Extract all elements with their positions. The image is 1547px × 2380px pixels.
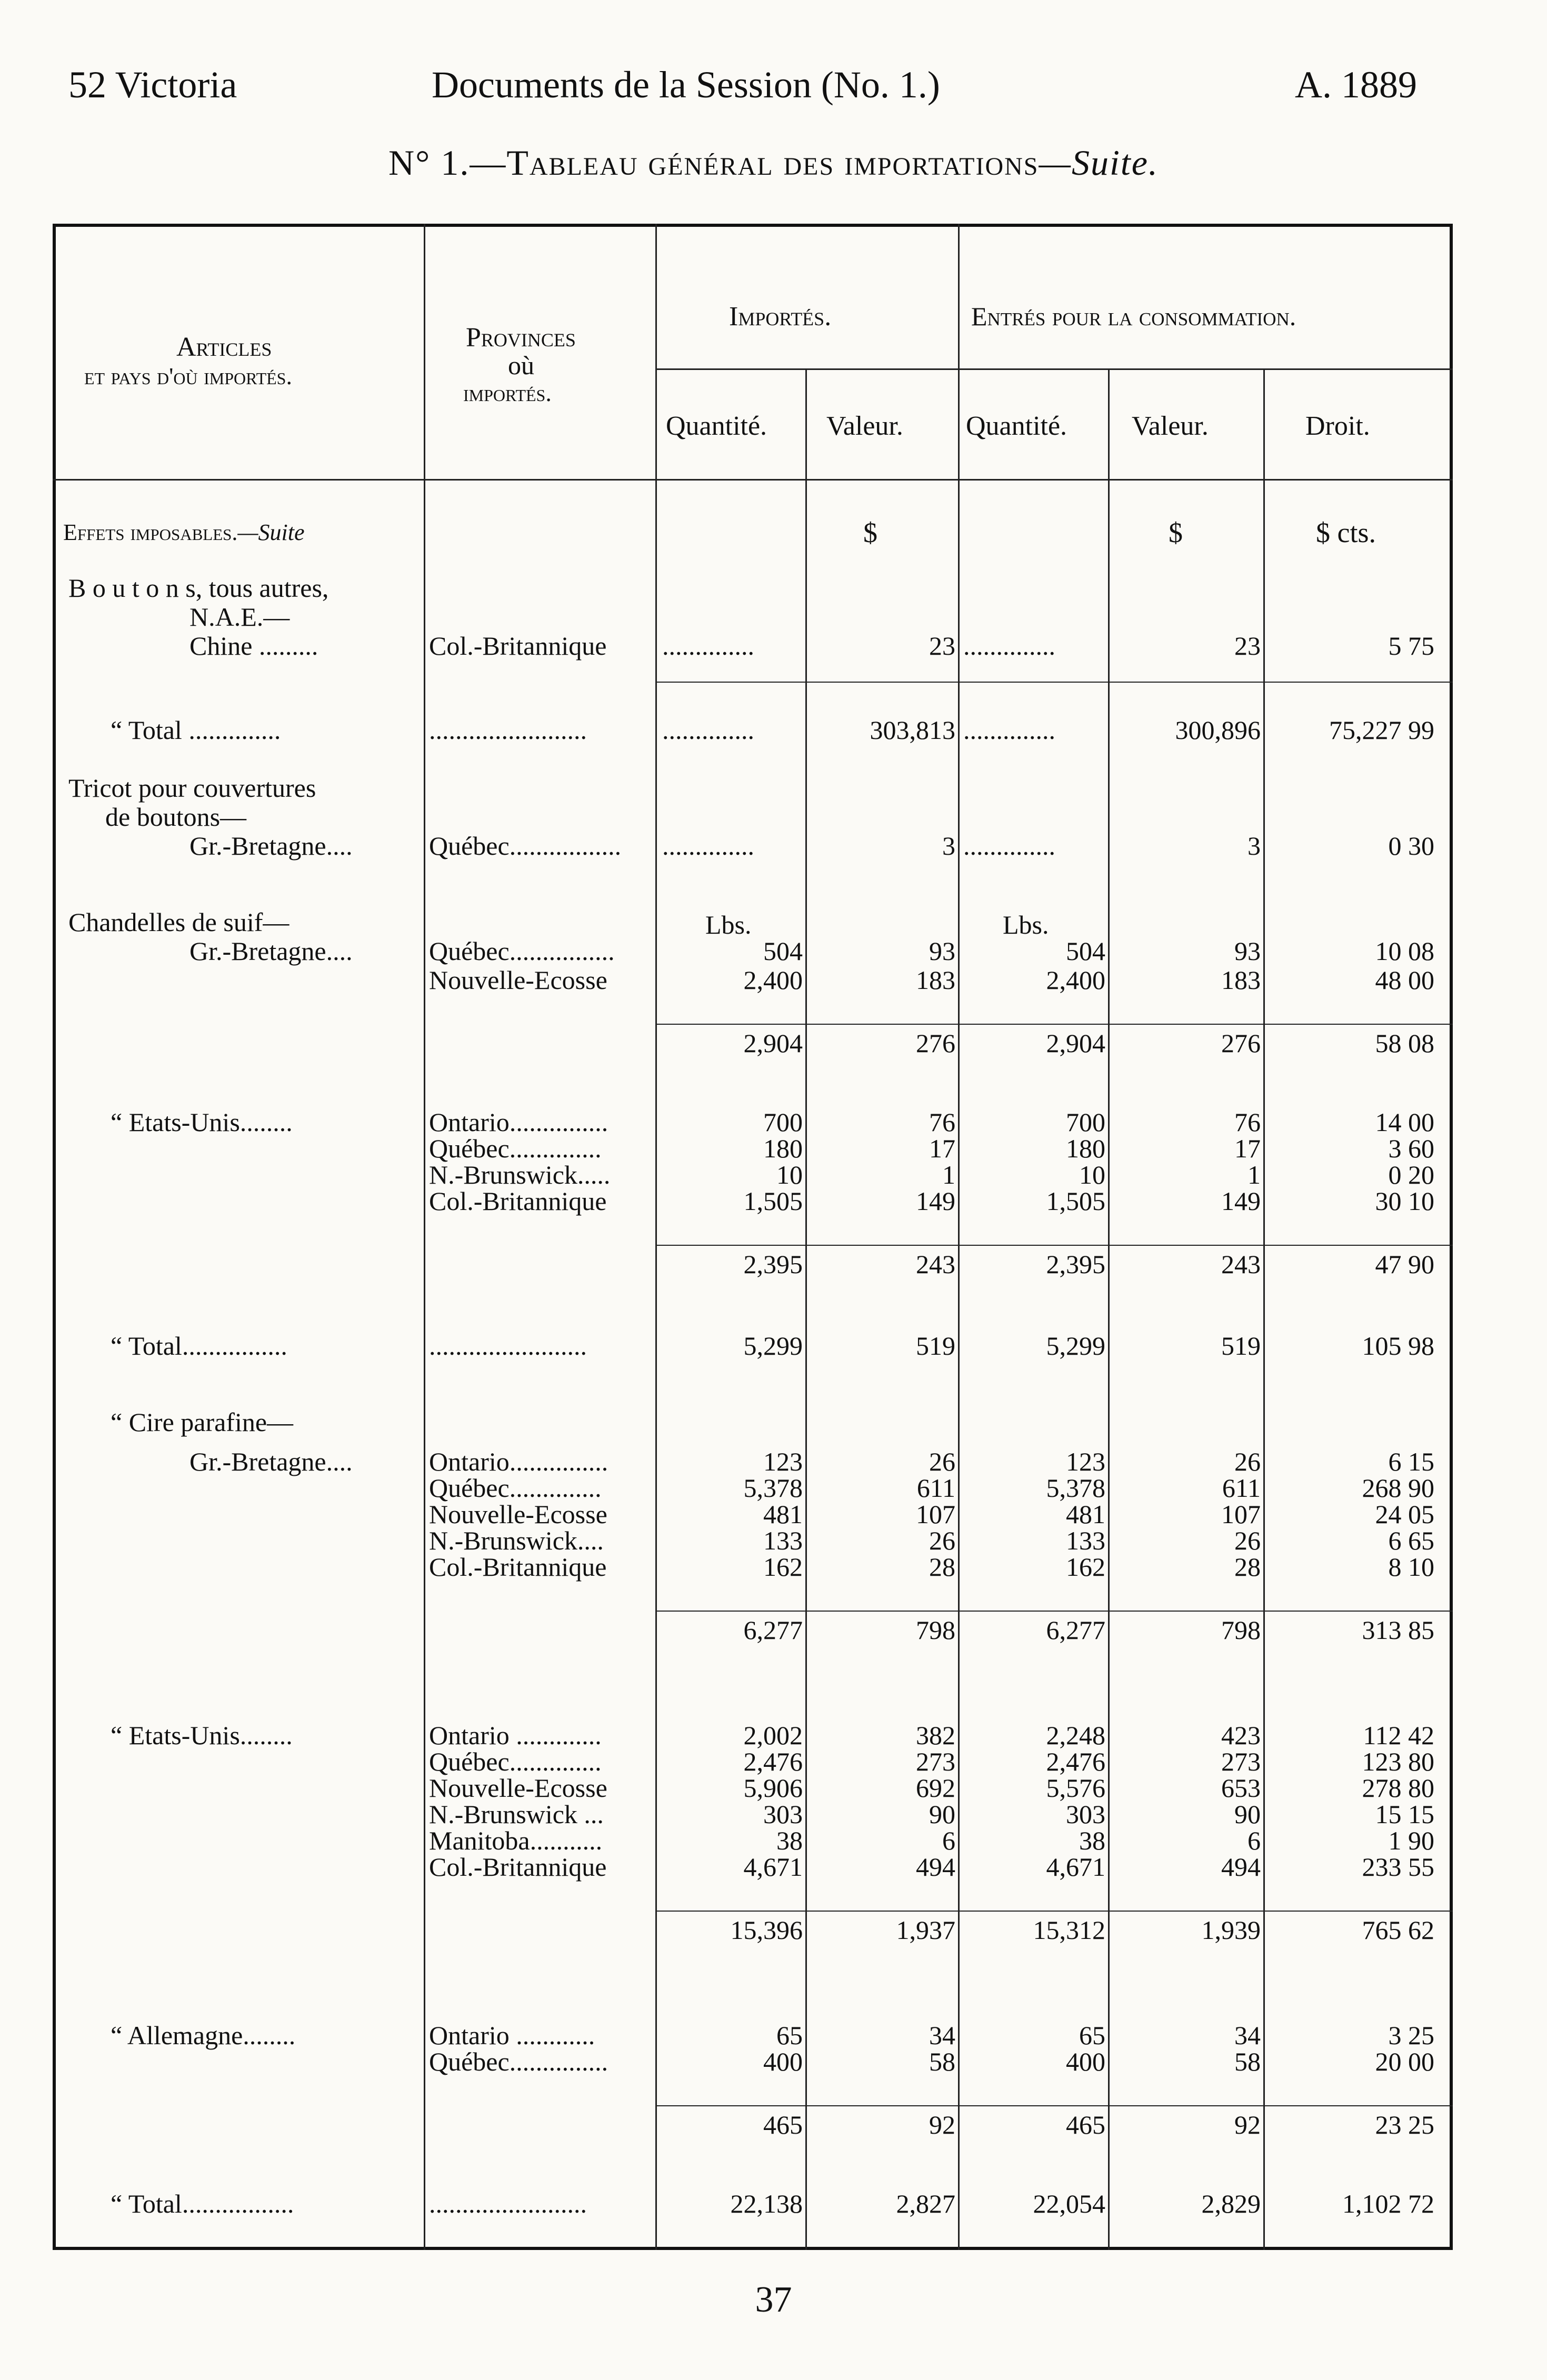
header-provinces-1: Provinces [466,323,576,353]
cell-v2: 149 [1221,1186,1261,1216]
cell-v2: 1 [1247,1160,1261,1189]
row-province: Nouvelle-Ecosse [429,965,607,995]
cell-q2: 5,378 [1046,1473,1105,1503]
cell-d: 14 00 [1375,1107,1434,1137]
cell-v2: 26 [1234,1526,1261,1555]
cell-v1: 276 [916,1028,955,1058]
cell-q2: 2,400 [1046,965,1105,995]
row-province: Nouvelle-Ecosse [429,1499,607,1529]
cell-q1: 15,396 [730,1915,803,1945]
page-number: 37 [755,2279,792,2320]
cell-q1: 400 [763,2047,803,2076]
cell-d: 30 10 [1375,1186,1434,1216]
header-rule [53,479,1453,481]
row-province: ........................ [429,715,587,745]
row-province: Col.-Britannique [429,631,607,661]
cell-v2: 300,896 [1175,715,1261,745]
rule [655,2105,1453,2106]
row-article: Gr.-Bretagne.... [189,936,353,966]
row-province: Ontario ............ [429,2021,595,2050]
cell-q1: 2,476 [743,1747,803,1776]
cell-v2: 653 [1221,1773,1261,1803]
unit-lbs: Lbs. [1003,910,1049,939]
cell-d: 15 15 [1375,1799,1434,1829]
cell-q1: 2,904 [743,1028,803,1058]
cell-v2: 34 [1234,2021,1261,2050]
cell-q2: 6,277 [1046,1615,1105,1645]
cell-d: 0 20 [1388,1160,1434,1189]
rule [655,1024,1453,1025]
cell-q1: 2,395 [743,1249,803,1279]
cell-v1: 58 [929,2047,955,2076]
running-head-left: 52 Victoria [68,64,237,106]
cell-v1: 243 [916,1249,955,1279]
rule [655,1245,1453,1246]
cell-d: 765 62 [1362,1915,1434,1945]
cell-v1: 273 [916,1747,955,1776]
cell-d: 1,102 72 [1342,2189,1434,2218]
cell-q1: 2,002 [743,1721,803,1750]
cell-d: 20 00 [1375,2047,1434,2076]
cell-q1: 123 [763,1447,803,1476]
cell-v2: 58 [1234,2047,1261,2076]
cell-v1: 494 [916,1852,955,1882]
row-province: Québec.............. [429,1134,602,1163]
row-province: N.-Brunswick..... [429,1160,611,1189]
row-province: Col.-Britannique [429,1852,607,1882]
header-valeur: Valeur. [826,411,903,441]
cell-d: 6 15 [1388,1447,1434,1476]
cell-v1: 23 [929,631,955,661]
cell-v1: 34 [929,2021,955,2050]
cell-d: 268 90 [1362,1473,1434,1503]
cell-q1: 481 [763,1499,803,1529]
header-provinces-2: où [508,351,534,380]
cell-d: 58 08 [1375,1028,1434,1058]
unit-dollar: $ [863,517,877,548]
leader-dots: .............. [963,831,1055,861]
cell-q2: 2,395 [1046,1249,1105,1279]
cell-v1: 519 [916,1331,955,1361]
cell-v1: 1 [942,1160,955,1189]
cell-q1: 38 [776,1826,803,1855]
row-article: Chandelles de suif— [68,907,290,937]
cell-v1: 611 [916,1473,955,1503]
row-article: “ Total .............. [111,715,281,745]
row-article: “ Allemagne........ [111,2021,296,2050]
cell-v2: 3 [1247,831,1261,861]
row-province: Québec................ [429,936,615,966]
cell-q2: 65 [1079,2021,1105,2050]
section-label: Effets imposables.—Suite [63,519,305,545]
header-valeur-2: Valeur. [1132,411,1209,441]
cell-q1: 5,378 [743,1473,803,1503]
col-divider [1108,368,1110,2250]
cell-q1: 5,299 [743,1331,803,1361]
cell-q2: 4,671 [1046,1852,1105,1882]
row-province: Col.-Britannique [429,1552,607,1582]
cell-d: 1 90 [1388,1826,1434,1855]
title-suffix: —Suite. [1039,143,1159,183]
cell-v2: 26 [1234,1447,1261,1476]
col-divider [805,368,807,2250]
cell-d: 48 00 [1375,965,1434,995]
running-head-right: A. 1889 [1295,64,1417,106]
cell-v1: 6 [942,1826,955,1855]
cell-v2: 243 [1221,1249,1261,1279]
cell-v1: 149 [916,1186,955,1216]
cell-q1: 133 [763,1526,803,1555]
cell-q2: 10 [1079,1160,1105,1189]
header-articles-2: et pays d'où importés. [84,363,292,389]
cell-v2: 23 [1234,631,1261,661]
cell-q2: 504 [1066,936,1105,966]
table-title [0,142,1547,184]
row-article: Gr.-Bretagne.... [189,1447,353,1476]
rule [655,1911,1453,1912]
row-article: Gr.-Bretagne.... [189,831,353,861]
cell-d: 3 25 [1388,2021,1434,2050]
cell-q1: 4,671 [743,1852,803,1882]
row-article: Tricot pour couvertures [68,773,316,803]
rule [655,1611,1453,1612]
cell-q2: 5,299 [1046,1331,1105,1361]
cell-q2: 303 [1066,1799,1105,1829]
cell-d: 313 85 [1362,1615,1434,1645]
cell-v1: 798 [916,1615,955,1645]
row-province: Québec................. [429,831,622,861]
cell-q1: 700 [763,1107,803,1137]
cell-q2: 133 [1066,1526,1105,1555]
row-province: ........................ [429,1331,587,1361]
unit-lbs: Lbs. [705,910,752,939]
row-province: N.-Brunswick.... [429,1526,604,1555]
cell-v2: 273 [1221,1747,1261,1776]
cell-d: 0 30 [1388,831,1434,861]
cell-q2: 400 [1066,2047,1105,2076]
row-article: de boutons— [105,802,247,832]
cell-d: 278 80 [1362,1773,1434,1803]
leader-dots: .............. [963,715,1055,745]
header-droit: Droit. [1305,411,1370,441]
cell-d: 75,227 99 [1329,715,1434,745]
cell-q1: 1,505 [743,1186,803,1216]
cell-q2: 162 [1066,1552,1105,1582]
cell-q1: 22,138 [730,2189,803,2218]
cell-q1: 504 [763,936,803,966]
row-province: ........................ [429,2189,587,2218]
cell-v2: 1,939 [1201,1915,1261,1945]
cell-q2: 180 [1066,1134,1105,1163]
cell-q1: 180 [763,1134,803,1163]
cell-v1: 2,827 [896,2189,955,2218]
cell-q1: 303 [763,1799,803,1829]
cell-v1: 107 [916,1499,955,1529]
cell-v1: 90 [929,1799,955,1829]
row-province: Nouvelle-Ecosse [429,1773,607,1803]
cell-q2: 465 [1066,2110,1105,2139]
cell-d: 8 10 [1388,1552,1434,1582]
row-article: “ Etats-Unis........ [111,1721,293,1750]
cell-q2: 15,312 [1033,1915,1105,1945]
cell-d: 112 42 [1363,1721,1434,1750]
row-province: N.-Brunswick ... [429,1799,604,1829]
cell-d: 123 80 [1362,1747,1434,1776]
rule [655,682,1453,683]
cell-v2: 107 [1221,1499,1261,1529]
cell-v2: 28 [1234,1552,1261,1582]
cell-v1: 76 [929,1107,955,1137]
cell-v1: 26 [929,1447,955,1476]
cell-q2: 1,505 [1046,1186,1105,1216]
cell-q1: 10 [776,1160,803,1189]
leader-dots: .............. [662,631,754,661]
cell-v1: 26 [929,1526,955,1555]
cell-d: 23 25 [1375,2110,1434,2139]
cell-q2: 22,054 [1033,2189,1105,2218]
cell-d: 3 60 [1388,1134,1434,1163]
cell-d: 47 90 [1375,1249,1434,1279]
cell-v1: 93 [929,936,955,966]
cell-v2: 6 [1247,1826,1261,1855]
col-divider [655,224,657,2250]
cell-d: 10 08 [1375,936,1434,966]
row-article: B o u t o n s, tous autres, [68,573,329,603]
row-article: “ Total................ [111,1331,287,1361]
cell-v2: 93 [1234,936,1261,966]
cell-v2: 519 [1221,1331,1261,1361]
cell-v2: 90 [1234,1799,1261,1829]
cell-q1: 465 [763,2110,803,2139]
cell-q2: 123 [1066,1447,1105,1476]
cell-v2: 183 [1221,965,1261,995]
row-province: Col.-Britannique [429,1186,607,1216]
header-provinces-3: importés. [463,379,552,406]
cell-v1: 303,813 [870,715,955,745]
cell-v2: 423 [1221,1721,1261,1750]
cell-q2: 481 [1066,1499,1105,1529]
cell-d: 233 55 [1362,1852,1434,1882]
cell-q2: 5,576 [1046,1773,1105,1803]
cell-q2: 700 [1066,1107,1105,1137]
leader-dots: .............. [662,831,754,861]
cell-v2: 2,829 [1201,2189,1261,2218]
header-quantite: Quantité. [666,411,767,441]
title-main: Tableau général des importations [506,143,1039,183]
cell-v1: 17 [929,1134,955,1163]
col-divider [958,224,960,2250]
row-province: Québec............... [429,2047,608,2076]
cell-v1: 692 [916,1773,955,1803]
leader-dots: .............. [963,631,1055,661]
row-province: Ontario ............. [429,1721,602,1750]
cell-v1: 3 [942,831,955,861]
row-province: Ontario............... [429,1107,608,1137]
running-head-center: Documents de la Session (No. 1.) [432,64,940,106]
col-divider [424,224,425,2250]
row-province: Ontario............... [429,1447,608,1476]
cell-d: 24 05 [1375,1499,1434,1529]
cell-d: 6 65 [1388,1526,1434,1555]
cell-v2: 17 [1234,1134,1261,1163]
row-province: Québec.............. [429,1747,602,1776]
unit-dollar-cents: $ cts. [1316,517,1376,548]
cell-q1: 162 [763,1552,803,1582]
row-province: Manitoba........... [429,1826,603,1855]
row-article: Chine ......... [189,631,318,661]
row-article: “ Total................. [111,2189,294,2218]
cell-v1: 382 [916,1721,955,1750]
header-importes: Importés. [729,302,832,332]
cell-v1: 28 [929,1552,955,1582]
cell-v1: 183 [916,965,955,995]
cell-v2: 798 [1221,1615,1261,1645]
cell-d: 105 98 [1362,1331,1434,1361]
row-article: “ Etats-Unis........ [111,1107,293,1137]
cell-q1: 6,277 [743,1615,803,1645]
header-articles-1: Articles [176,332,272,362]
title-prefix: N° 1.— [388,143,507,183]
cell-q2: 2,904 [1046,1028,1105,1058]
row-article: “ Cire parafine— [111,1407,294,1437]
cell-v1: 92 [929,2110,955,2139]
cell-q2: 2,476 [1046,1747,1105,1776]
leader-dots: .............. [662,715,754,745]
cell-v2: 276 [1221,1028,1261,1058]
cell-v2: 76 [1234,1107,1261,1137]
cell-v1: 1,937 [896,1915,955,1945]
cell-v2: 494 [1221,1852,1261,1882]
cell-q2: 2,248 [1046,1721,1105,1750]
header-rule [655,368,1453,370]
cell-q1: 65 [776,2021,803,2050]
unit-dollar: $ [1169,517,1183,548]
row-article: N.A.E.— [189,602,290,632]
cell-v2: 611 [1222,1473,1261,1503]
header-quantite-2: Quantité. [966,411,1067,441]
header-entres: Entrés pour la consommation. [971,302,1296,331]
cell-q2: 38 [1079,1826,1105,1855]
row-province: Québec.............. [429,1473,602,1503]
cell-v2: 92 [1234,2110,1261,2139]
cell-q1: 2,400 [743,965,803,995]
col-divider [1263,368,1265,2250]
cell-q1: 5,906 [743,1773,803,1803]
cell-d: 5 75 [1388,631,1434,661]
